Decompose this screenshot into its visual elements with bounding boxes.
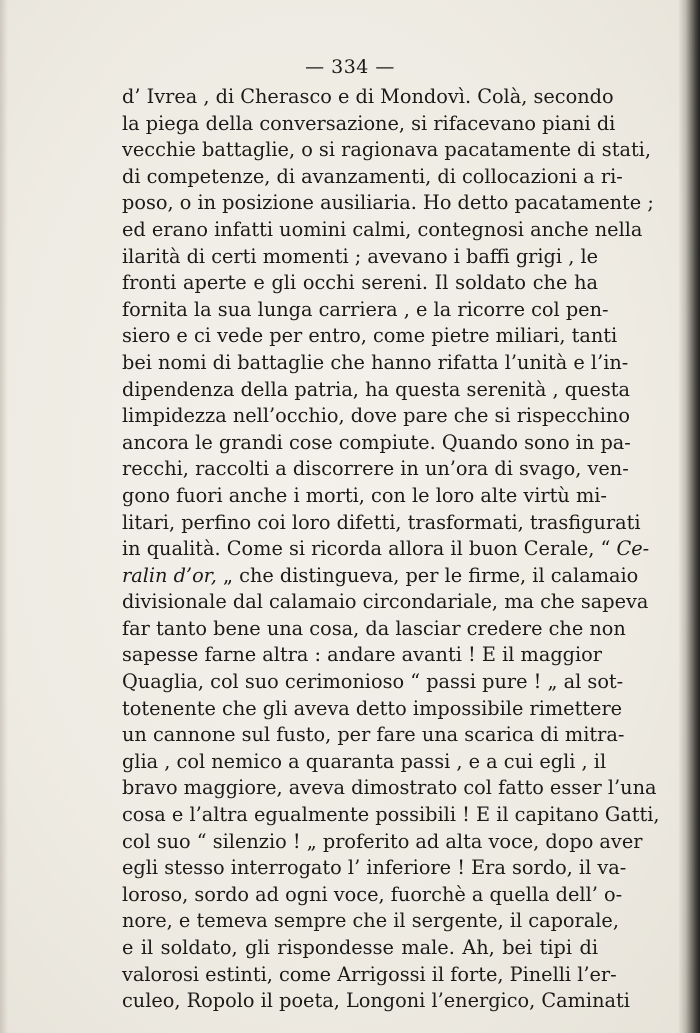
text-line: fronti aperte e gli occhi sereni. Il soldato che ha [122,271,598,295]
text-line: poso, o in posizione ausiliaria. Ho detto pacatamente ; [122,191,654,215]
text-line: di competenze, di avanzamenti, di collocazioni a ri- [122,164,623,188]
italic-nickname: ralin d’or, [122,563,217,587]
text-line: col suo “ silenzio ! „ proferito ad alta voce, dopo aver [122,829,643,853]
text-line: fornita la sua lunga carriera , e la ricorre col pen- [122,297,609,321]
text-line: cosa e l’altra egualmente possibili ! E il capitano Gatti, [122,803,660,827]
text-line: glia , col nemico a quaranta passi , e a cui egli , il [122,749,607,773]
text-line: recchi, raccolti a discorrere in un’ora di svago, ven- [122,457,629,481]
italic-nickname: Ce- [616,537,650,561]
text-line: la piega della conversazione, si rifacevano piani di [122,111,616,135]
text-line: dipendenza della patria, ha questa serenità , questa [122,377,631,401]
text-line: sapesse farne altra : andare avanti ! E il maggior [122,643,603,667]
text-line: limpidezza nell’occhio, dove pare che si rispecchino [122,404,630,428]
text-line: siero e ci vede per entro, come pietre miliari, tanti [122,324,618,348]
text-line: in qualità. Come si ricorda allora il buon Cerale, “ Ce- [122,537,650,561]
text-line: Quaglia, col suo cerimonioso “ passi pure ! „ al sot- [122,670,624,694]
text-line: ancora le grandi cose compiute. Quando sono in pa- [122,430,631,454]
text-line: egli stesso interrogato l’ inferiore ! Era sordo, il va- [122,856,627,880]
text-line: bravo maggiore, aveva dimostrato col fatto esser l’una [122,776,657,800]
text-line: d’ Ivrea , di Cherasco e di Mondovì. Colà, secondo [122,85,614,108]
text-line: bei nomi di battaglie che hanno rifatta l’unità e l’in- [122,350,629,374]
book-spine-shadow [678,0,700,1033]
text-line: e il soldato, gli rispondesse male. Ah, bei tipi di [122,936,598,959]
text-line: culeo, Ropolo il poeta, Longoni l’energico, Caminati [122,989,630,1013]
text-line: loroso, sordo ad ogni voce, fuorchè a quella dell’ o- [122,882,623,906]
body-text [122,84,660,1015]
page-number: — 334 — [305,56,395,78]
text-line: ralin d’or, „ che distingueva, per le firme, il calamaio [122,563,639,587]
text-line: un cannone sul fusto, per fare una scarica di mitra- [122,723,625,747]
page-edge-shadow [0,0,8,1033]
text-line: ed erano infatti uomini calmi, contegnosi anche nella [122,217,643,241]
text-line: far tanto bene una cosa, da lasciar credere che non [122,616,626,640]
text-line: nore, e temeva sempre che il sergente, il caporale, [122,909,619,933]
text-line: ilarità di certi momenti ; avevano i baffi grigi , le [122,244,599,268]
text-line: vecchie battaglie, o si ragionava pacatamente di stati, [122,138,651,162]
text-line: valorosi estinti, come Arrigossi il forte, Pinelli l’er- [122,962,617,986]
text-line: litari, perfino coi loro difetti, trasformati, trasfigurati [122,510,641,534]
text-line: divisionale dal calamaio circondariale, ma che sapeva [122,590,649,614]
text-line: totenente che gli aveva detto impossibile rimettere [122,696,623,720]
text-line: gono fuori anche i morti, con le loro alte virtù mi- [122,483,607,507]
